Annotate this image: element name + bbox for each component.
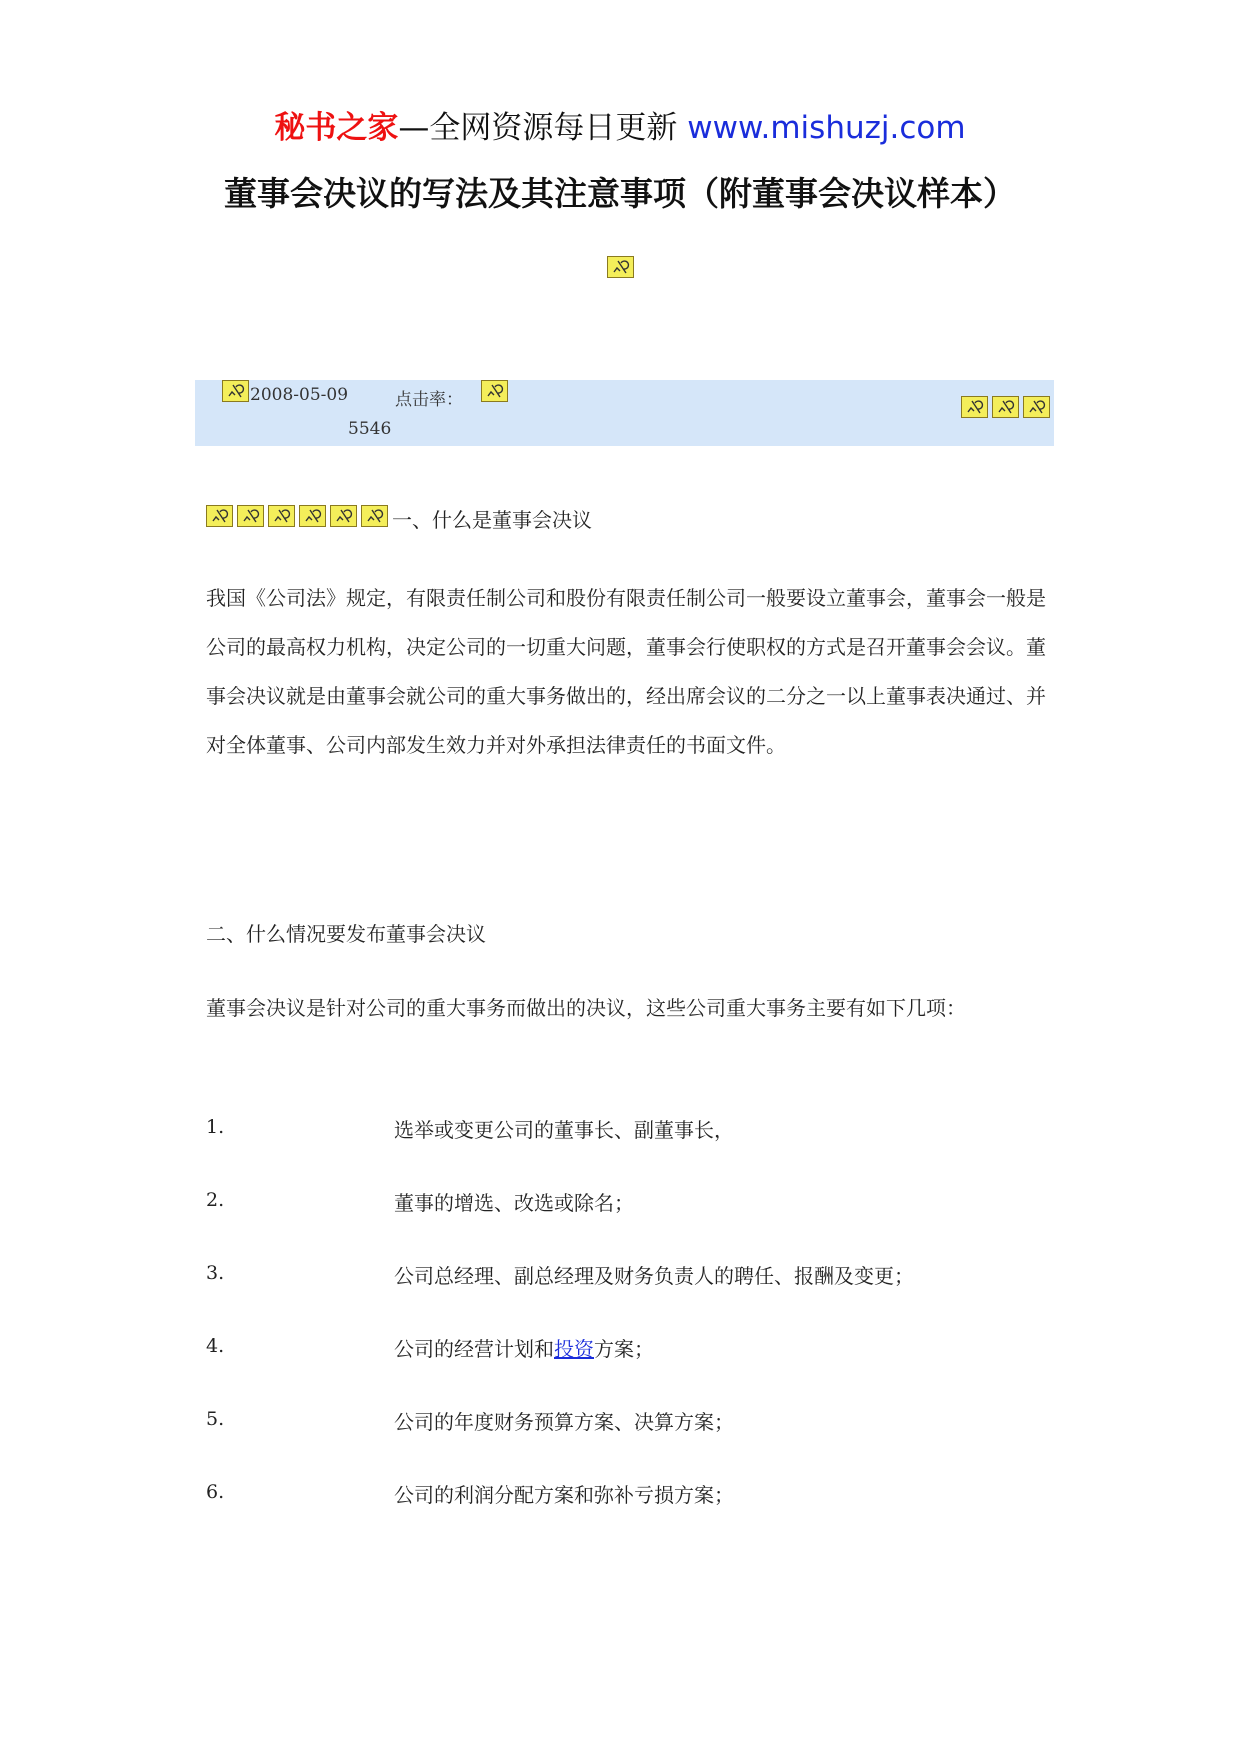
section1-paragraph: 我国《公司法》规定，有限责任制公司和股份有限责任制公司一般要设立董事会，董事会一般是公司的最高权力机构，决定公司的一切重大问题，董事会行使职权的方式是召开董事会会议。董事会决议就是由董事会就公司的重大事务做出的，经出席会议的二分之一以上董事表决通过、并对全体董事、公司内部发生效力并对外承担法律责任的书面文件。 xyxy=(206,586,1046,757)
broken-image-icon xyxy=(961,396,988,418)
list-item-text xyxy=(394,1333,654,1362)
broken-image-icon xyxy=(299,505,326,527)
list-item-text: 公司的利润分配方案和弥补亏损方案； xyxy=(394,1483,734,1507)
list-item-text-after: 方案； xyxy=(594,1337,654,1361)
broken-image-icon xyxy=(237,505,264,527)
section2-heading: 二、什么情况要发布董事会决议 xyxy=(206,922,486,946)
list-item-number: 5. xyxy=(206,1408,225,1430)
list-item-text: 选举或变更公司的董事长、副董事长， xyxy=(394,1118,734,1142)
list-item-number: 1. xyxy=(206,1116,225,1138)
list-item-text: 董事的增选、改选或除名； xyxy=(394,1191,634,1215)
broken-image-icon xyxy=(206,505,233,527)
broken-image-icon xyxy=(607,256,634,278)
list-item-text-before: 公司的经营计划和 xyxy=(394,1337,554,1361)
broken-image-icon xyxy=(992,396,1019,418)
banner-slogan: —全网资源每日更新 xyxy=(398,110,678,146)
broken-image-icon xyxy=(481,380,508,402)
broken-image-icon xyxy=(1023,396,1050,418)
broken-image-icon xyxy=(361,505,388,527)
brand-name: 秘书之家 xyxy=(274,110,399,146)
section1-heading: 一、什么是董事会决议 xyxy=(392,508,592,532)
article-date: 2008-05-09 xyxy=(250,385,349,405)
clicks-value: 5546 xyxy=(348,419,392,439)
broken-image-icon xyxy=(268,505,295,527)
broken-image-icon xyxy=(222,380,249,402)
list-item-number: 2. xyxy=(206,1189,225,1211)
list-item-text: 公司的年度财务预算方案、决算方案； xyxy=(394,1410,734,1434)
investment-link[interactable]: 投资 xyxy=(554,1337,594,1361)
site-url[interactable]: www.mishuzj.com xyxy=(687,110,966,146)
page-title: 董事会决议的写法及其注意事项（附董事会决议样本） xyxy=(224,174,1016,213)
list-item-number: 6. xyxy=(206,1481,225,1503)
list-item-number: 4. xyxy=(206,1335,225,1357)
broken-image-icon xyxy=(330,505,357,527)
site-banner xyxy=(0,102,1240,147)
list-item-text: 公司总经理、副总经理及财务负责人的聘任、报酬及变更； xyxy=(394,1264,914,1288)
section2-intro: 董事会决议是针对公司的重大事务而做出的决议，这些公司重大事务主要有如下几项： xyxy=(206,996,966,1020)
list-item-number: 3. xyxy=(206,1262,225,1284)
clicks-label: 点击率： xyxy=(395,390,463,410)
